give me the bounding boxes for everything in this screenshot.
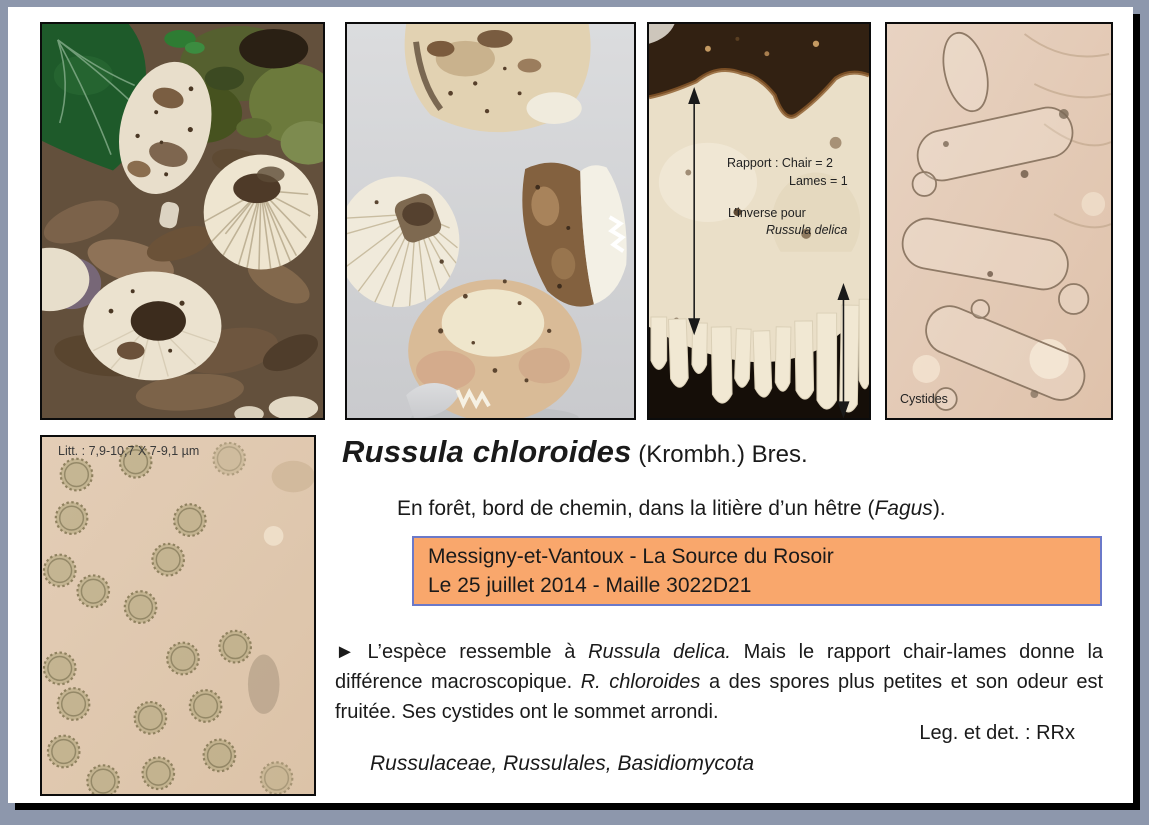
description-paragraph <box>335 637 1103 727</box>
photo-cystidia-micrograph <box>885 22 1113 420</box>
bright-spot <box>913 355 941 383</box>
cystidia-illustration <box>887 24 1111 418</box>
section-annotation-inverse: L’inverse pour <box>728 206 806 220</box>
photo-field-habitat <box>40 22 325 420</box>
description-seg5: a des spores plus petites et son odeur est fruitée. Ses cystides ont le sommet arrondi. <box>335 671 1104 723</box>
description-seg3: Mais le rapport chair-lames donne la différence macroscopique. <box>335 641 1104 693</box>
bright-spot <box>1082 192 1106 216</box>
page-title <box>342 434 808 470</box>
taxonomy-line: Russulaceae, Russulales, Basidiomycota <box>370 752 755 775</box>
photo-section-closeup <box>647 22 871 420</box>
location-line2: Le 25 juillet 2014 - Maille 3022D21 <box>428 574 752 597</box>
credit-line: Leg. et det. : RRx <box>919 722 1075 744</box>
location-line1: Messigny-et-Vantoux - La Source du Rosoir <box>428 545 834 568</box>
species-name: Russula chloroides <box>342 434 632 469</box>
section-annotation-delica: Russula delica <box>766 223 848 237</box>
cystidia-label: Cystides <box>900 392 948 406</box>
habitat-line <box>397 497 946 521</box>
photo-spores-micrograph <box>40 435 316 796</box>
description-seg1: ► L’espèce ressemble à <box>335 641 589 663</box>
species-authority: (Krombh.) Bres. <box>631 441 808 468</box>
habitat-host-genus: Fagus <box>874 497 933 520</box>
field-habitat-illustration <box>42 24 323 418</box>
habitat-text: En forêt, bord de chemin, dans la litière d’un hêtre ( <box>397 497 875 520</box>
air-bubble <box>264 526 284 546</box>
debris-smudge <box>272 461 314 493</box>
description-seg4: R. chloroides <box>580 671 701 693</box>
section-annotation-lames: Lames = 1 <box>789 174 848 188</box>
spores-illustration <box>42 437 314 794</box>
photo-specimens <box>345 22 636 420</box>
description-seg2: Russula delica. <box>588 641 731 663</box>
spore-size-label: Litt. : 7,9-10,7 X 7-9,1 µm <box>58 444 200 458</box>
specimens-illustration <box>347 24 634 418</box>
location-box <box>412 536 1102 606</box>
debris-smudge <box>248 655 280 714</box>
section-illustration <box>649 24 869 418</box>
habitat-text-end: ). <box>932 497 946 520</box>
section-annotation-ratio: Rapport : Chair = 2 <box>727 156 833 170</box>
mushroom-bottom-cap <box>83 271 221 380</box>
